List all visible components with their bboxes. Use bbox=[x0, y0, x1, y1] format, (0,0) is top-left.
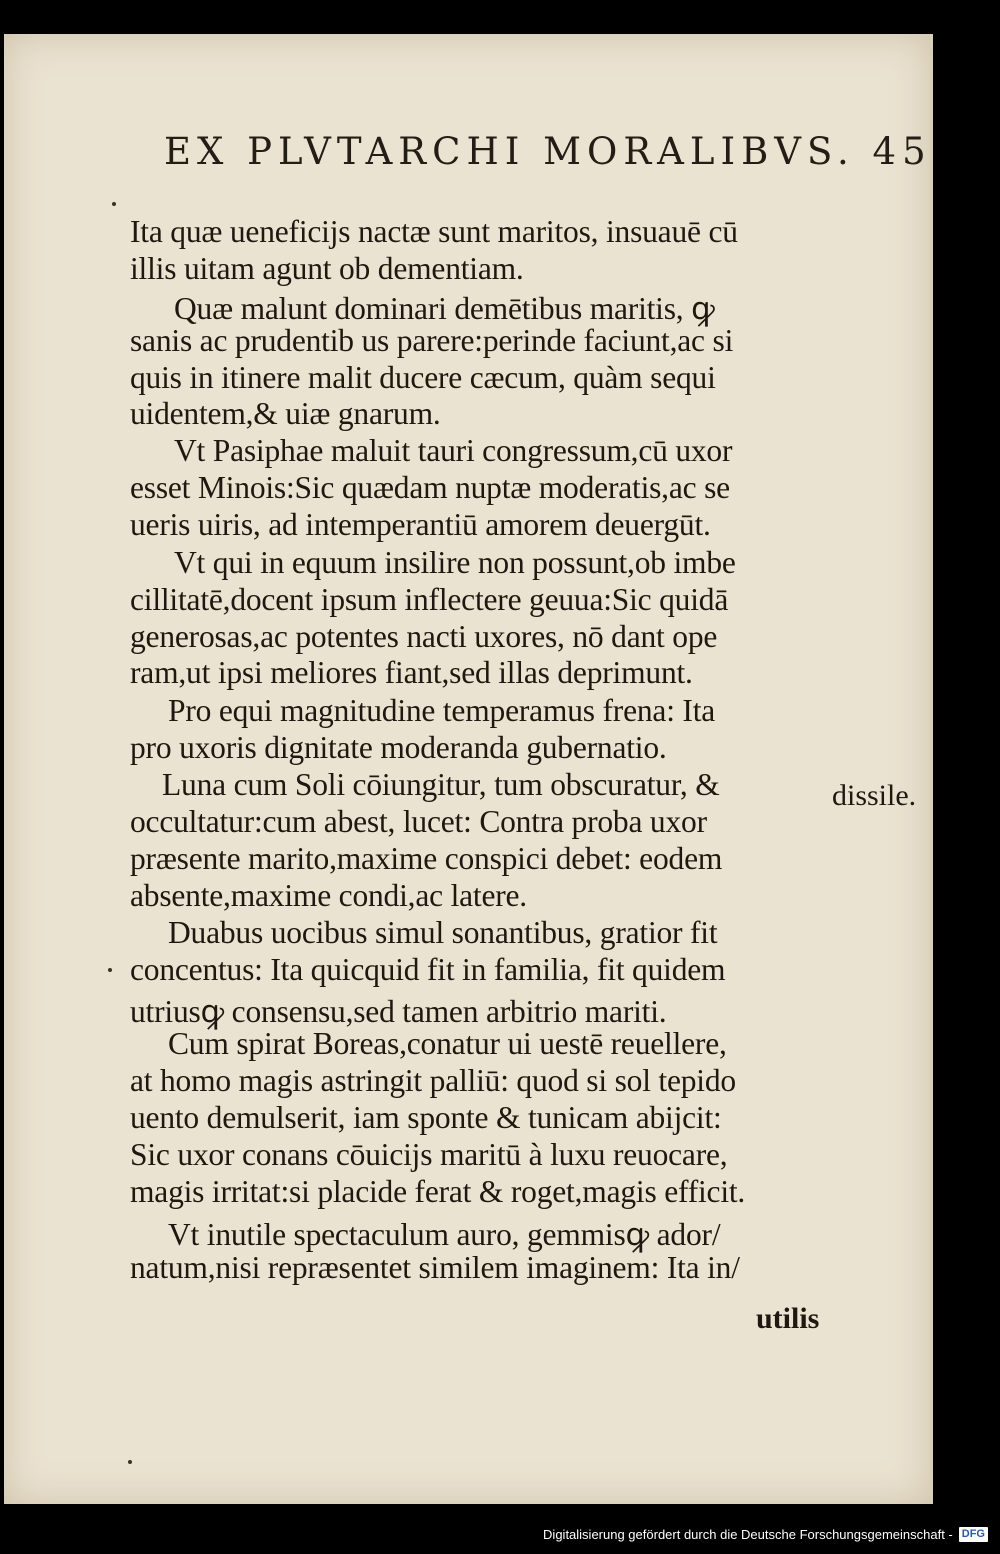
text-line: cillitatē,docent ipsum inflectere geuua:Sic quidā bbox=[130, 582, 729, 617]
dfg-logo-icon: DFG bbox=[959, 1527, 988, 1542]
text-line: ram,ut ipsi meliores fiant,sed illas deprimunt. bbox=[130, 655, 693, 690]
ink-speck bbox=[128, 1460, 132, 1464]
text-line: esset Minois:Sic quædam nuptæ moderatis,ac se bbox=[130, 470, 730, 505]
text-line: Vt inutile spectaculum auro, gemmisꝙ ador/ bbox=[168, 1217, 721, 1252]
text-line: uento demulserit, iam sponte & tunicam abijcit: bbox=[130, 1100, 722, 1135]
text-line: utriusꝙ consensu,sed tamen arbitrio mariti. bbox=[130, 994, 667, 1029]
text-line: absente,maxime condi,ac latere. bbox=[130, 878, 527, 913]
text-line: Cum spirat Boreas,conatur ui uestē reuellere, bbox=[168, 1026, 727, 1061]
text-line: generosas,ac potentes nacti uxores, nō dant ope bbox=[130, 619, 718, 654]
text-line: Vt Pasiphae maluit tauri congressum,cū uxor bbox=[174, 433, 733, 468]
text-line: Luna cum Soli cōiungitur, tum obscuratur, & bbox=[162, 767, 720, 802]
text-line: Pro equi magnitudine temperamus frena: Ita bbox=[168, 693, 716, 728]
text-line: Duabus uocibus simul sonantibus, gratior fit bbox=[168, 915, 718, 950]
text-line: pro uxoris dignitate moderanda gubernatio. bbox=[130, 730, 667, 765]
text-line: natum,nisi repræsentet similem imaginem: Ita in/ bbox=[130, 1250, 740, 1285]
book-page bbox=[4, 34, 933, 1504]
running-header: EX PLVTARCHI MORALIBVS. 45 bbox=[164, 130, 932, 173]
footer-credit bbox=[543, 1524, 988, 1544]
margin-note: dissile. bbox=[832, 779, 917, 812]
text-line: Ita quæ ueneficijs nactæ sunt maritos, insuauē cū bbox=[130, 214, 738, 249]
text-line: occultatur:cum abest, lucet: Contra proba uxor bbox=[130, 804, 707, 839]
text-line: præsente marito,maxime conspici debet: eodem bbox=[130, 841, 723, 876]
text-line: Vt qui in equum insilire non possunt,ob imbe bbox=[174, 545, 736, 580]
text-line: illis uitam agunt ob dementiam. bbox=[130, 251, 524, 286]
ink-speck bbox=[112, 202, 116, 206]
text-line: Quæ malunt dominari demētibus maritis, ꝙ bbox=[174, 291, 715, 326]
credit-text: Digitalisierung gefördert durch die Deutsche Forschungsgemeinschaft - bbox=[543, 1526, 953, 1542]
text-line: quis in itinere malit ducere cæcum, quàm sequi bbox=[130, 360, 716, 395]
text-line: concentus: Ita quicquid fit in familia, fit quidem bbox=[130, 952, 726, 987]
text-line: Sic uxor conans cōuicijs maritū à luxu reuocare, bbox=[130, 1137, 728, 1172]
text-line: at homo magis astringit palliū: quod si sol tepido bbox=[130, 1063, 736, 1098]
text-line: sanis ac prudentib us parere:perinde faciunt,ac si bbox=[130, 323, 734, 358]
catchword: utilis bbox=[756, 1302, 820, 1335]
ink-speck bbox=[108, 968, 112, 972]
text-line: ueris uiris, ad intemperantiū amorem deuergūt. bbox=[130, 507, 711, 542]
text-line: uidentem,& uiæ gnarum. bbox=[130, 396, 441, 431]
text-line: magis irritat:si placide ferat & roget,magis efficit. bbox=[130, 1174, 746, 1209]
